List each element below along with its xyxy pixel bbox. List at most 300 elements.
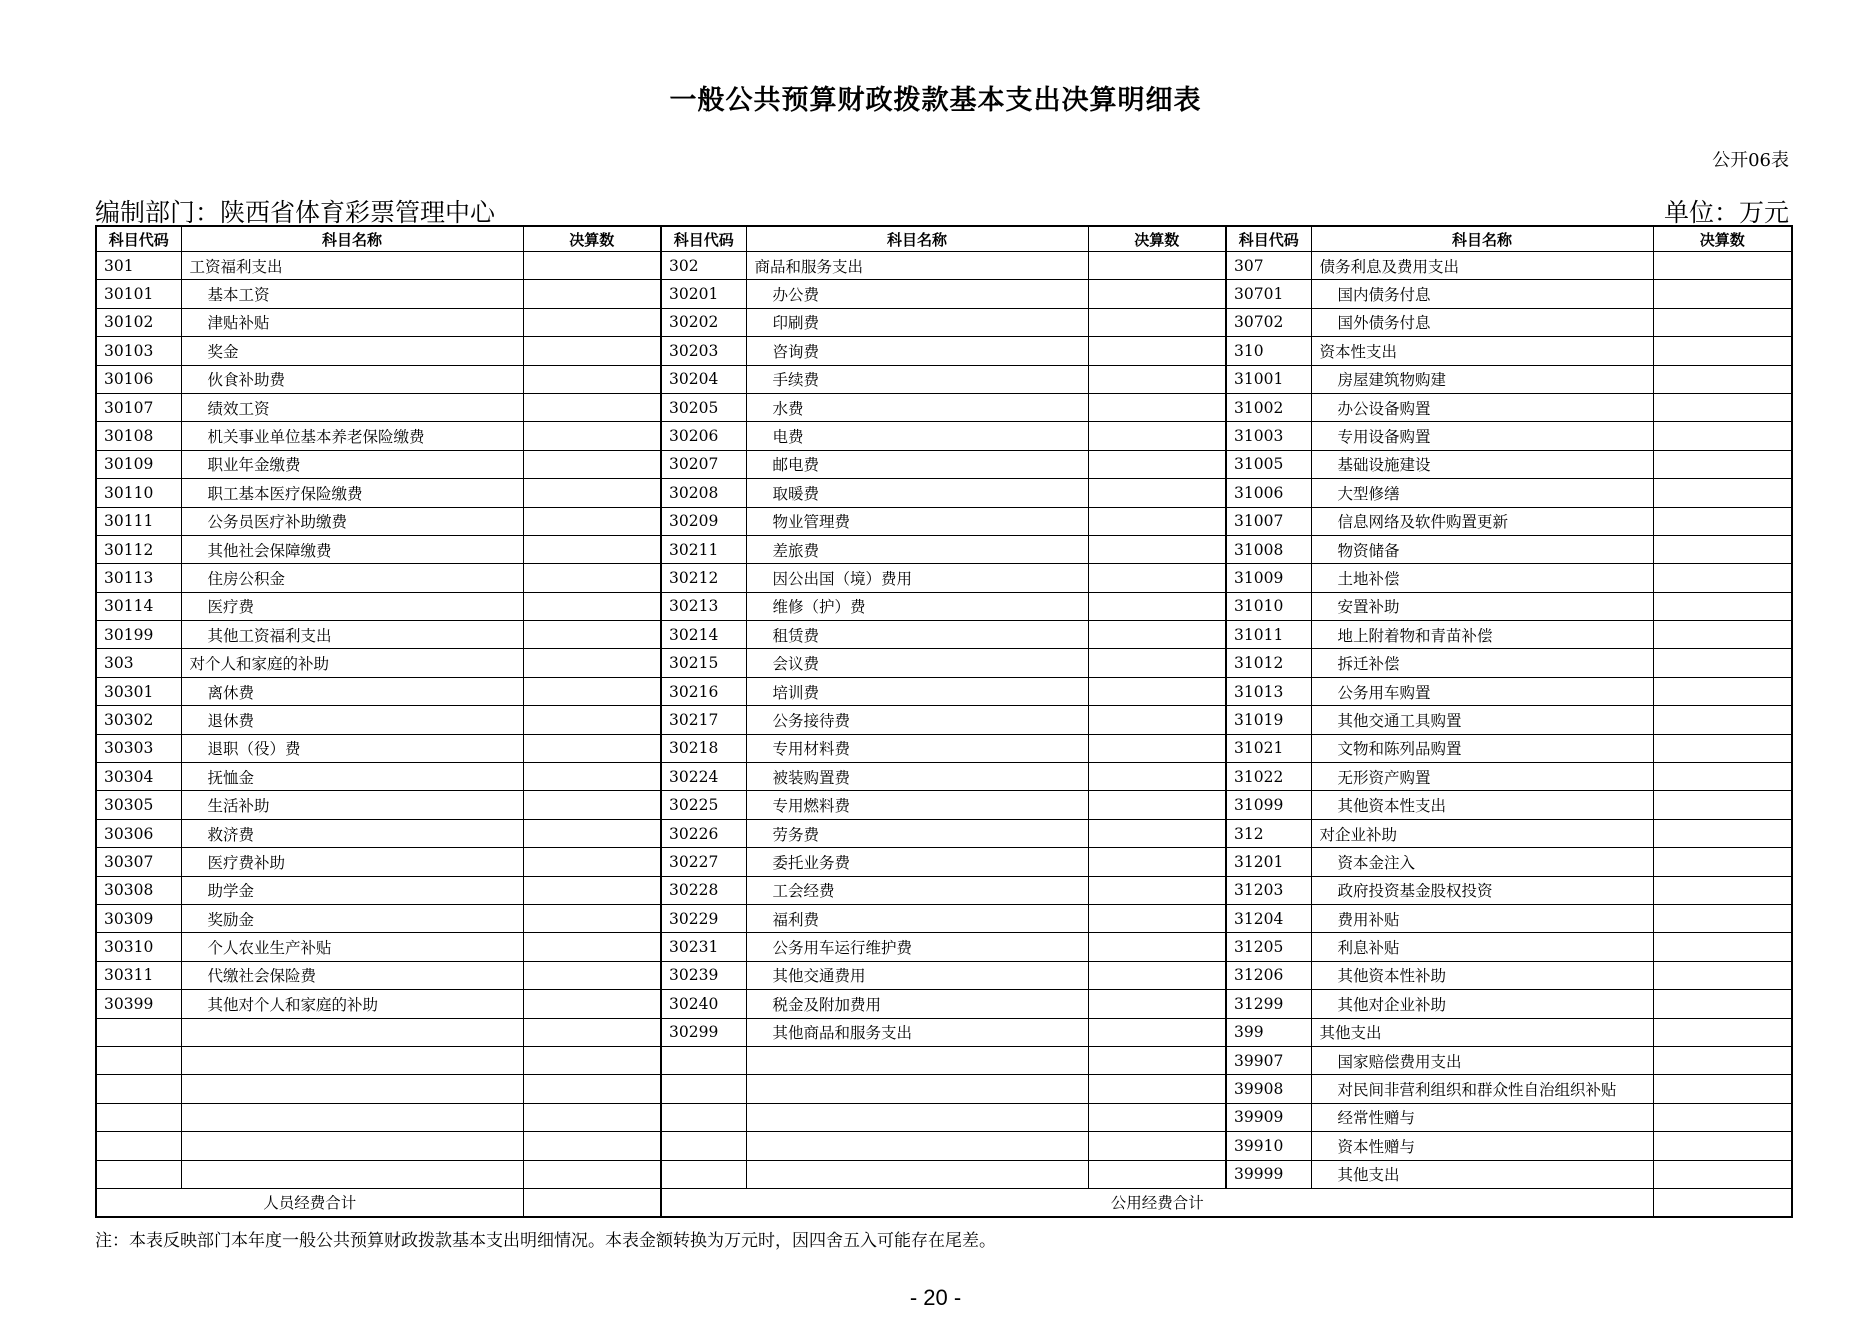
final-amount bbox=[1653, 961, 1792, 989]
final-amount bbox=[523, 933, 661, 961]
subject-code: 302 bbox=[661, 252, 746, 280]
subject-code: 31013 bbox=[1226, 677, 1311, 705]
subject-name: 职业年金缴费 bbox=[181, 450, 523, 478]
table-row bbox=[96, 961, 1792, 989]
final-amount bbox=[1088, 848, 1226, 876]
table-row bbox=[96, 507, 1792, 535]
subject-name: 其他支出 bbox=[1311, 1018, 1653, 1046]
final-amount bbox=[523, 535, 661, 563]
subject-name: 医疗费补助 bbox=[181, 848, 523, 876]
table-row bbox=[96, 621, 1792, 649]
subject-code: 30217 bbox=[661, 706, 746, 734]
final-amount bbox=[1653, 507, 1792, 535]
subject-code: 30306 bbox=[96, 819, 181, 847]
subject-code: 30225 bbox=[661, 791, 746, 819]
subject-name: 维修（护）费 bbox=[746, 592, 1088, 620]
subject-name: 工会经费 bbox=[746, 876, 1088, 904]
subject-code: 301 bbox=[96, 252, 181, 280]
subject-code: 30215 bbox=[661, 649, 746, 677]
header-name: 科目名称 bbox=[746, 226, 1088, 252]
subject-code bbox=[96, 1103, 181, 1131]
subject-name: 债务利息及费用支出 bbox=[1311, 252, 1653, 280]
subject-code bbox=[661, 1046, 746, 1074]
subject-code: 31099 bbox=[1226, 791, 1311, 819]
subject-name: 基础设施建设 bbox=[1311, 450, 1653, 478]
final-amount bbox=[1088, 1075, 1226, 1103]
subject-name: 水费 bbox=[746, 393, 1088, 421]
table-row bbox=[96, 763, 1792, 791]
subject-name: 对个人和家庭的补助 bbox=[181, 649, 523, 677]
final-amount bbox=[1653, 1160, 1792, 1188]
header-amount: 决算数 bbox=[1088, 226, 1226, 252]
subject-code: 30212 bbox=[661, 564, 746, 592]
final-amount bbox=[1653, 677, 1792, 705]
final-amount bbox=[523, 1103, 661, 1131]
subject-name: 委托业务费 bbox=[746, 848, 1088, 876]
subject-name bbox=[746, 1132, 1088, 1160]
subject-code: 30304 bbox=[96, 763, 181, 791]
subject-name: 其他对个人和家庭的补助 bbox=[181, 990, 523, 1018]
final-amount bbox=[1088, 393, 1226, 421]
subject-code bbox=[96, 1018, 181, 1046]
subject-code: 30218 bbox=[661, 734, 746, 762]
personnel-total-amount bbox=[523, 1188, 661, 1217]
final-amount bbox=[1088, 422, 1226, 450]
public-total-amount bbox=[1653, 1188, 1792, 1217]
subject-name: 物资储备 bbox=[1311, 535, 1653, 563]
subject-code: 30239 bbox=[661, 961, 746, 989]
subject-code: 31001 bbox=[1226, 365, 1311, 393]
subject-name: 会议费 bbox=[746, 649, 1088, 677]
subject-name: 土地补偿 bbox=[1311, 564, 1653, 592]
subject-code: 30299 bbox=[661, 1018, 746, 1046]
final-amount bbox=[1653, 365, 1792, 393]
table-row bbox=[96, 649, 1792, 677]
subject-name: 公务用车购置 bbox=[1311, 677, 1653, 705]
final-amount bbox=[1653, 621, 1792, 649]
subject-code: 30702 bbox=[1226, 308, 1311, 336]
subject-code: 30309 bbox=[96, 904, 181, 932]
final-amount bbox=[1653, 904, 1792, 932]
subject-code: 30113 bbox=[96, 564, 181, 592]
subject-name: 退休费 bbox=[181, 706, 523, 734]
final-amount bbox=[1653, 280, 1792, 308]
unit-label: 单位：万元 bbox=[1663, 198, 1789, 227]
subject-name: 抚恤金 bbox=[181, 763, 523, 791]
final-amount bbox=[1653, 706, 1792, 734]
subject-name: 其他交通费用 bbox=[746, 961, 1088, 989]
table-row bbox=[96, 791, 1792, 819]
subject-name: 个人农业生产补贴 bbox=[181, 933, 523, 961]
subject-name: 国内债务付息 bbox=[1311, 280, 1653, 308]
subject-name bbox=[181, 1132, 523, 1160]
final-amount bbox=[1088, 706, 1226, 734]
subject-code: 39999 bbox=[1226, 1160, 1311, 1188]
final-amount bbox=[1653, 1075, 1792, 1103]
subject-code: 30701 bbox=[1226, 280, 1311, 308]
final-amount bbox=[523, 592, 661, 620]
subject-code: 30110 bbox=[96, 479, 181, 507]
final-amount bbox=[1088, 791, 1226, 819]
subject-code: 30109 bbox=[96, 450, 181, 478]
final-amount bbox=[523, 876, 661, 904]
subject-code: 31204 bbox=[1226, 904, 1311, 932]
subject-name: 其他商品和服务支出 bbox=[746, 1018, 1088, 1046]
table-row bbox=[96, 876, 1792, 904]
final-amount bbox=[1653, 819, 1792, 847]
subject-code: 31019 bbox=[1226, 706, 1311, 734]
final-amount bbox=[523, 393, 661, 421]
subject-name: 救济费 bbox=[181, 819, 523, 847]
final-amount bbox=[1088, 1160, 1226, 1188]
final-amount bbox=[523, 280, 661, 308]
subject-name: 离休费 bbox=[181, 677, 523, 705]
final-amount bbox=[1088, 365, 1226, 393]
subject-code: 30301 bbox=[96, 677, 181, 705]
table-row bbox=[96, 479, 1792, 507]
final-amount bbox=[1653, 422, 1792, 450]
final-amount bbox=[1653, 393, 1792, 421]
department-label: 编制部门：陕西省体育彩票管理中心 bbox=[95, 198, 496, 227]
final-amount bbox=[1653, 479, 1792, 507]
subject-name bbox=[746, 1160, 1088, 1188]
subject-name: 医疗费 bbox=[181, 592, 523, 620]
final-amount bbox=[523, 819, 661, 847]
subject-name: 其他支出 bbox=[1311, 1160, 1653, 1188]
subject-name: 物业管理费 bbox=[746, 507, 1088, 535]
final-amount bbox=[523, 422, 661, 450]
header-code: 科目代码 bbox=[96, 226, 181, 252]
subject-code: 30111 bbox=[96, 507, 181, 535]
subject-name: 助学金 bbox=[181, 876, 523, 904]
subject-name: 绩效工资 bbox=[181, 393, 523, 421]
subject-code: 30224 bbox=[661, 763, 746, 791]
subject-code: 30209 bbox=[661, 507, 746, 535]
subject-code: 30112 bbox=[96, 535, 181, 563]
subject-name: 差旅费 bbox=[746, 535, 1088, 563]
subject-name: 伙食补助费 bbox=[181, 365, 523, 393]
final-amount bbox=[523, 734, 661, 762]
final-amount bbox=[523, 479, 661, 507]
subject-code: 39907 bbox=[1226, 1046, 1311, 1074]
subject-code bbox=[96, 1075, 181, 1103]
subject-code: 30227 bbox=[661, 848, 746, 876]
subject-code: 30310 bbox=[96, 933, 181, 961]
subject-code: 31002 bbox=[1226, 393, 1311, 421]
subject-code: 31206 bbox=[1226, 961, 1311, 989]
final-amount bbox=[1653, 592, 1792, 620]
subject-code: 31201 bbox=[1226, 848, 1311, 876]
subject-name: 公务接待费 bbox=[746, 706, 1088, 734]
final-amount bbox=[523, 791, 661, 819]
subject-code: 31007 bbox=[1226, 507, 1311, 535]
subject-code: 30114 bbox=[96, 592, 181, 620]
subject-name: 利息补贴 bbox=[1311, 933, 1653, 961]
subject-code: 30308 bbox=[96, 876, 181, 904]
page-title: 一般公共预算财政拨款基本支出决算明细表 bbox=[669, 85, 1202, 116]
subject-code: 39910 bbox=[1226, 1132, 1311, 1160]
table-row bbox=[96, 252, 1792, 280]
final-amount bbox=[523, 564, 661, 592]
final-amount bbox=[1653, 734, 1792, 762]
subject-code bbox=[661, 1132, 746, 1160]
header-amount: 决算数 bbox=[523, 226, 661, 252]
final-amount bbox=[1653, 337, 1792, 365]
subject-code: 31299 bbox=[1226, 990, 1311, 1018]
subject-code: 39908 bbox=[1226, 1075, 1311, 1103]
subject-code: 31005 bbox=[1226, 450, 1311, 478]
final-amount bbox=[1088, 734, 1226, 762]
subject-code: 307 bbox=[1226, 252, 1311, 280]
table-row bbox=[96, 706, 1792, 734]
subject-code: 399 bbox=[1226, 1018, 1311, 1046]
table-row bbox=[96, 1160, 1792, 1188]
subject-code: 31203 bbox=[1226, 876, 1311, 904]
subject-code: 30108 bbox=[96, 422, 181, 450]
final-amount bbox=[523, 961, 661, 989]
table-row bbox=[96, 365, 1792, 393]
subject-code bbox=[661, 1160, 746, 1188]
subject-code: 30199 bbox=[96, 621, 181, 649]
final-amount bbox=[1653, 252, 1792, 280]
final-amount bbox=[1088, 337, 1226, 365]
subject-name: 政府投资基金股权投资 bbox=[1311, 876, 1653, 904]
final-amount bbox=[1653, 1018, 1792, 1046]
subject-code: 30226 bbox=[661, 819, 746, 847]
table-row bbox=[96, 990, 1792, 1018]
subject-name: 房屋建筑物购建 bbox=[1311, 365, 1653, 393]
subject-code: 30205 bbox=[661, 393, 746, 421]
table-row bbox=[96, 904, 1792, 932]
totals-row bbox=[96, 1188, 1792, 1217]
table-row bbox=[96, 592, 1792, 620]
final-amount bbox=[523, 1132, 661, 1160]
subject-code: 30107 bbox=[96, 393, 181, 421]
personnel-total-label: 人员经费合计 bbox=[96, 1188, 523, 1217]
table-row bbox=[96, 337, 1792, 365]
final-amount bbox=[1653, 1046, 1792, 1074]
table-row bbox=[96, 1075, 1792, 1103]
final-amount bbox=[523, 1046, 661, 1074]
table-row bbox=[96, 734, 1792, 762]
subject-code: 30208 bbox=[661, 479, 746, 507]
final-amount bbox=[1088, 990, 1226, 1018]
subject-code: 30302 bbox=[96, 706, 181, 734]
subject-code: 31008 bbox=[1226, 535, 1311, 563]
subject-code: 30311 bbox=[96, 961, 181, 989]
subject-code: 30101 bbox=[96, 280, 181, 308]
final-amount bbox=[1088, 763, 1226, 791]
table-row bbox=[96, 677, 1792, 705]
table-row bbox=[96, 422, 1792, 450]
subject-name: 奖金 bbox=[181, 337, 523, 365]
table-row bbox=[96, 535, 1792, 563]
final-amount bbox=[523, 706, 661, 734]
table-row bbox=[96, 1046, 1792, 1074]
final-amount bbox=[523, 904, 661, 932]
subject-name: 文物和陈列品购置 bbox=[1311, 734, 1653, 762]
table-row bbox=[96, 819, 1792, 847]
final-amount bbox=[1653, 933, 1792, 961]
subject-name: 其他工资福利支出 bbox=[181, 621, 523, 649]
header-code: 科目代码 bbox=[661, 226, 746, 252]
subject-name: 基本工资 bbox=[181, 280, 523, 308]
subject-name: 工资福利支出 bbox=[181, 252, 523, 280]
final-amount bbox=[1088, 1018, 1226, 1046]
subject-name: 职工基本医疗保险缴费 bbox=[181, 479, 523, 507]
subject-code: 31022 bbox=[1226, 763, 1311, 791]
subject-name: 办公费 bbox=[746, 280, 1088, 308]
final-amount bbox=[1653, 308, 1792, 336]
subject-code bbox=[661, 1103, 746, 1131]
subject-code: 39909 bbox=[1226, 1103, 1311, 1131]
subject-name: 住房公积金 bbox=[181, 564, 523, 592]
subject-name: 津贴补贴 bbox=[181, 308, 523, 336]
final-amount bbox=[523, 763, 661, 791]
subject-name bbox=[181, 1075, 523, 1103]
final-amount bbox=[1653, 564, 1792, 592]
subject-name bbox=[746, 1103, 1088, 1131]
final-amount bbox=[1653, 876, 1792, 904]
subject-code: 31009 bbox=[1226, 564, 1311, 592]
final-amount bbox=[523, 308, 661, 336]
final-amount bbox=[1088, 1103, 1226, 1131]
subject-code: 30103 bbox=[96, 337, 181, 365]
table-row bbox=[96, 933, 1792, 961]
final-amount bbox=[1088, 535, 1226, 563]
subject-code: 30303 bbox=[96, 734, 181, 762]
subject-name: 费用补贴 bbox=[1311, 904, 1653, 932]
subject-code: 30206 bbox=[661, 422, 746, 450]
subject-name: 公务员医疗补助缴费 bbox=[181, 507, 523, 535]
final-amount bbox=[1088, 1046, 1226, 1074]
final-amount bbox=[1088, 961, 1226, 989]
table-row bbox=[96, 1018, 1792, 1046]
subject-name: 其他社会保障缴费 bbox=[181, 535, 523, 563]
subject-name: 其他交通工具购置 bbox=[1311, 706, 1653, 734]
final-amount bbox=[1088, 592, 1226, 620]
subject-name: 其他资本性补助 bbox=[1311, 961, 1653, 989]
subject-name bbox=[746, 1046, 1088, 1074]
final-amount bbox=[523, 649, 661, 677]
final-amount bbox=[1653, 450, 1792, 478]
subject-name: 代缴社会保险费 bbox=[181, 961, 523, 989]
subject-name: 对民间非营利组织和群众性自治组织补贴 bbox=[1311, 1075, 1653, 1103]
final-amount bbox=[1653, 1103, 1792, 1131]
subject-name: 拆迁补偿 bbox=[1311, 649, 1653, 677]
final-amount bbox=[523, 848, 661, 876]
subject-name: 大型修缮 bbox=[1311, 479, 1653, 507]
subject-name: 专用燃料费 bbox=[746, 791, 1088, 819]
final-amount bbox=[1088, 450, 1226, 478]
public-total-label: 公用经费合计 bbox=[661, 1188, 1653, 1217]
subject-code bbox=[661, 1075, 746, 1103]
final-amount bbox=[523, 507, 661, 535]
final-amount bbox=[523, 1075, 661, 1103]
subject-name: 生活补助 bbox=[181, 791, 523, 819]
subject-name: 办公设备购置 bbox=[1311, 393, 1653, 421]
table-row bbox=[96, 308, 1792, 336]
final-amount bbox=[1088, 649, 1226, 677]
subject-name: 取暖费 bbox=[746, 479, 1088, 507]
subject-code bbox=[96, 1046, 181, 1074]
page-number: - 20 - bbox=[909, 1285, 962, 1310]
final-amount bbox=[1653, 791, 1792, 819]
subject-name bbox=[746, 1075, 1088, 1103]
subject-code bbox=[96, 1132, 181, 1160]
subject-name: 信息网络及软件购置更新 bbox=[1311, 507, 1653, 535]
table-header-row bbox=[96, 226, 1792, 252]
final-amount bbox=[1088, 933, 1226, 961]
subject-code: 30207 bbox=[661, 450, 746, 478]
subject-code: 30231 bbox=[661, 933, 746, 961]
final-amount bbox=[523, 990, 661, 1018]
subject-name: 电费 bbox=[746, 422, 1088, 450]
final-amount bbox=[1088, 564, 1226, 592]
subject-name: 资本性支出 bbox=[1311, 337, 1653, 365]
header-amount: 决算数 bbox=[1653, 226, 1792, 252]
subject-name: 商品和服务支出 bbox=[746, 252, 1088, 280]
subject-name: 安置补助 bbox=[1311, 592, 1653, 620]
subject-name bbox=[181, 1018, 523, 1046]
subject-code: 31011 bbox=[1226, 621, 1311, 649]
subject-code: 312 bbox=[1226, 819, 1311, 847]
subject-code: 31006 bbox=[1226, 479, 1311, 507]
final-amount bbox=[523, 365, 661, 393]
subject-name: 印刷费 bbox=[746, 308, 1088, 336]
subject-code: 30305 bbox=[96, 791, 181, 819]
subject-code: 30213 bbox=[661, 592, 746, 620]
subject-name: 地上附着物和青苗补偿 bbox=[1311, 621, 1653, 649]
final-amount bbox=[1653, 848, 1792, 876]
subject-code: 30203 bbox=[661, 337, 746, 365]
final-amount bbox=[1088, 904, 1226, 932]
final-amount bbox=[1088, 308, 1226, 336]
final-amount bbox=[1653, 535, 1792, 563]
header-name: 科目名称 bbox=[181, 226, 523, 252]
subject-code: 30307 bbox=[96, 848, 181, 876]
subject-name: 奖励金 bbox=[181, 904, 523, 932]
final-amount bbox=[523, 337, 661, 365]
final-amount bbox=[1088, 252, 1226, 280]
subject-name: 邮电费 bbox=[746, 450, 1088, 478]
header-name: 科目名称 bbox=[1311, 226, 1653, 252]
subject-code: 30204 bbox=[661, 365, 746, 393]
subject-code: 30214 bbox=[661, 621, 746, 649]
final-amount bbox=[1653, 763, 1792, 791]
subject-code: 30211 bbox=[661, 535, 746, 563]
subject-name: 专用设备购置 bbox=[1311, 422, 1653, 450]
subject-name: 其他资本性支出 bbox=[1311, 791, 1653, 819]
table-row bbox=[96, 393, 1792, 421]
subject-name: 因公出国（境）费用 bbox=[746, 564, 1088, 592]
subject-name bbox=[181, 1160, 523, 1188]
subject-name: 对企业补助 bbox=[1311, 819, 1653, 847]
final-amount bbox=[1088, 876, 1226, 904]
subject-code: 30201 bbox=[661, 280, 746, 308]
subject-code: 31205 bbox=[1226, 933, 1311, 961]
subject-code: 31012 bbox=[1226, 649, 1311, 677]
subject-code: 30228 bbox=[661, 876, 746, 904]
subject-name: 培训费 bbox=[746, 677, 1088, 705]
final-amount bbox=[1653, 990, 1792, 1018]
subject-code: 30216 bbox=[661, 677, 746, 705]
final-amount bbox=[523, 450, 661, 478]
subject-code: 30240 bbox=[661, 990, 746, 1018]
table-row bbox=[96, 1132, 1792, 1160]
table-row bbox=[96, 280, 1792, 308]
subject-name: 机关事业单位基本养老保险缴费 bbox=[181, 422, 523, 450]
